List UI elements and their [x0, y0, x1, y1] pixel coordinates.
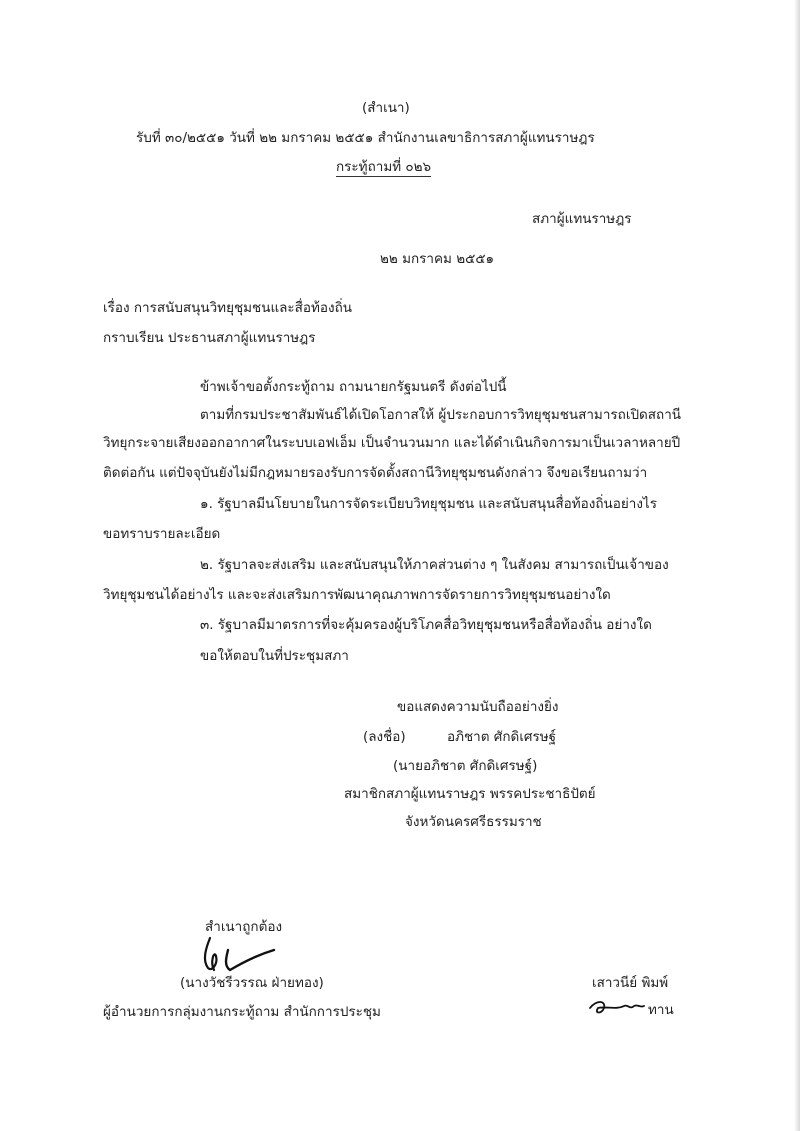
intro-text: ข้าพเจ้าขอตั้งกระทู้ถาม ถามนายกรัฐมนตรี ดังต่อไปนี้ [200, 379, 507, 395]
signer-province: จังหวัดนครศรีธรรมราช [405, 814, 542, 830]
checker-initials-mark [586, 996, 648, 1020]
certifier-title: ผู้อำนวยการกลุ่มงานกระทู้ถาม สำนักการประชุม [103, 1004, 381, 1020]
subject-line: เรื่อง การสนับสนุนวิทยุชุมชนและสื่อท้องถิ่น [103, 300, 353, 316]
para1-line2: วิทยุกระจายเสียงออกอากาศในระบบเอฟเอ็ม เป็นจำนวนมาก และได้ดำเนินกิจการมาเป็นเวลาหลายปี [103, 435, 681, 451]
question3-line2: ขอให้ตอบในที่ประชุมสภา [200, 648, 349, 664]
signer-name-paren: (นายอภิชาต ศักดิเศรษฐ์) [393, 758, 538, 774]
typist-name: เสาวนีย์ พิมพ์ [592, 975, 669, 991]
sender-date: ๒๒ มกราคม ๒๕๕๑ [380, 251, 495, 267]
closing-regards: ขอแสดงความนับถืออย่างยิ่ง [397, 699, 559, 715]
copy-mark: (สำเนา) [362, 100, 410, 116]
certifier-name: (นางวัชรีวรรณ ฝ่ายทอง) [180, 975, 324, 991]
certifier-signature-mark [196, 934, 286, 976]
certify-label: สำเนาถูกต้อง [205, 919, 283, 935]
signed-name: อภิชาต ศักดิเศรษฐ์ [447, 729, 557, 745]
question2-line2: วิทยุชุมชนได้อย่างไร และจะส่งเสริมการพัฒนาคุณภาพการจัดรายการวิทยุชุมชนอย่างใด [103, 587, 611, 603]
question1-line2: ขอทราบรายละเอียด [103, 526, 221, 542]
question3-line1: ๓. รัฐบาลมีมาตรการที่จะคุ้มครองผู้บริโภคสื่อวิทยุชุมชนหรือสื่อท้องถิ่น อย่างใด [200, 617, 652, 633]
para1-line1: ตามที่กรมประชาสัมพันธ์ได้เปิดโอกาสให้ ผู้ประกอบการวิทยุชุมชนสามารถเปิดสถานี [200, 407, 682, 423]
question2-line1: ๒. รัฐบาลจะส่งเสริม และสนับสนุนให้ภาคส่วนต่าง ๆ ในสังคม สามารถเป็นเจ้าของ [200, 557, 669, 573]
signer-position: สมาชิกสภาผู้แทนราษฎร พรรคประชาธิปัตย์ [344, 786, 596, 802]
question-number-text: กระทู้ถามที่ ๐๒๖ [336, 159, 432, 175]
salutation-line: กราบเรียน ประธานสภาผู้แทนราษฎร [103, 330, 316, 346]
page-edge-shadow [794, 0, 800, 1131]
checker-label: ทาน [648, 1002, 674, 1018]
signed-prefix: (ลงชื่อ) [363, 729, 406, 745]
received-line: รับที่ ๓๐/๒๕๕๑ วันที่ ๒๒ มกราคม ๒๕๕๑ สำนักงานเลขาธิการสภาผู้แทนราษฎร [136, 130, 595, 146]
question-number [336, 158, 431, 176]
question1-line1: ๑. รัฐบาลมีนโยบายในการจัดระเบียบวิทยุชุมชน และสนับสนุนสื่อท้องถิ่นอย่างไร [200, 496, 657, 512]
para1-line3: ติดต่อกัน แต่ปัจจุบันยังไม่มีกฎหมายรองรับการจัดตั้งสถานีวิทยุชุมชนดังกล่าว จึงขอเรียนถามว่า [103, 465, 648, 481]
sender-org: สภาผู้แทนราษฎร [532, 211, 632, 227]
